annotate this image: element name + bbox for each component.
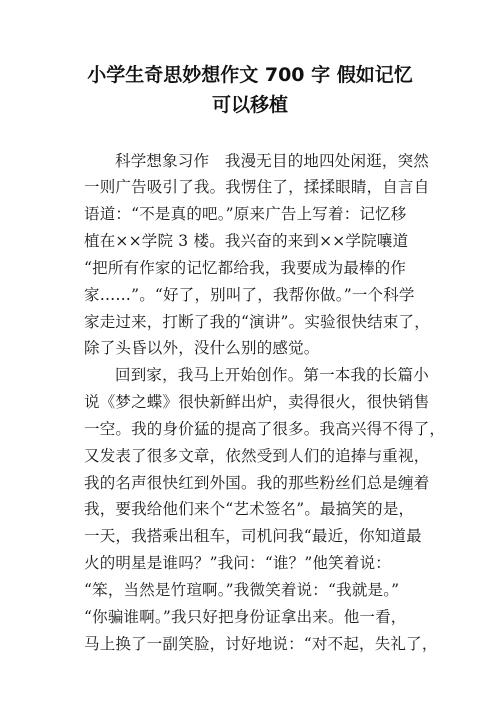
paragraph-1-line-3: 语道：“不是真的吧。”原来广告上写着：记忆移	[84, 205, 407, 223]
paragraph-1-line-7: 家走过来，打断了我的“演讲”。实验很快结束了，	[84, 313, 430, 331]
paragraph-1-line-8: 除了头昏以外，没什么别的感觉。	[84, 339, 320, 357]
paragraph-1-line-5: “把所有作家的记忆都给我，我要成为最棒的作	[84, 259, 407, 277]
paragraph-2-line-9: “笨，当然是竹瑄啊。”我微笑着说：“我就是。”	[84, 581, 400, 599]
paragraph-2-line-10: “你骗谁啊。”我只好把身份证拿出来。他一看，	[84, 608, 407, 626]
paragraph-1-line-2: 一则广告吸引了我。我愣住了，揉揉眼睛，自言自	[84, 178, 430, 196]
paragraph-2-line-8: 火的明星是谁吗？”我问：“谁？”他笑着说：	[84, 554, 391, 572]
paragraph-1-line-6: 家……”。“好了，别叫了，我帮你做。”一个科学	[84, 286, 415, 304]
document-title-line-1: 小学生奇思妙想作文 700 字 假如记忆	[87, 64, 413, 86]
paragraph-2-line-7: 一天，我搭乘出租车，司机问我“最近，你知道最	[84, 527, 422, 545]
paragraph-2-line-1: 回到家，我马上开始创作。第一本我的长篇小	[115, 366, 430, 384]
paragraph-2-line-11: 马上换了一副笑脸，讨好地说：“对不起，失礼了，	[84, 635, 438, 653]
paragraph-1-line-1: 科学想象习作 我漫无目的地四处闲逛，突然	[115, 152, 430, 170]
paragraph-2-line-4: 又发表了很多文章，依然受到人们的追捧与重视，	[84, 447, 430, 465]
paragraph-2-line-3: 一空。我的身价猛的提高了很多。我高兴得不得了，	[84, 420, 446, 438]
paragraph-2-line-6: 我，要我给他们来个“艺术签名”。最搞笑的是，	[84, 500, 415, 518]
paragraph-2-line-5: 我的名声很快红到外国。我的那些粉丝们总是缠着	[84, 474, 430, 492]
paragraph-1-line-4: 植在××学院 3 楼。我兴奋的来到××学院嚷道	[84, 232, 409, 250]
document-title-line-2: 可以移植	[211, 94, 288, 116]
paragraph-2-line-2: 说《梦之蝶》很快新鲜出炉，卖得很火，很快销售	[84, 393, 430, 411]
